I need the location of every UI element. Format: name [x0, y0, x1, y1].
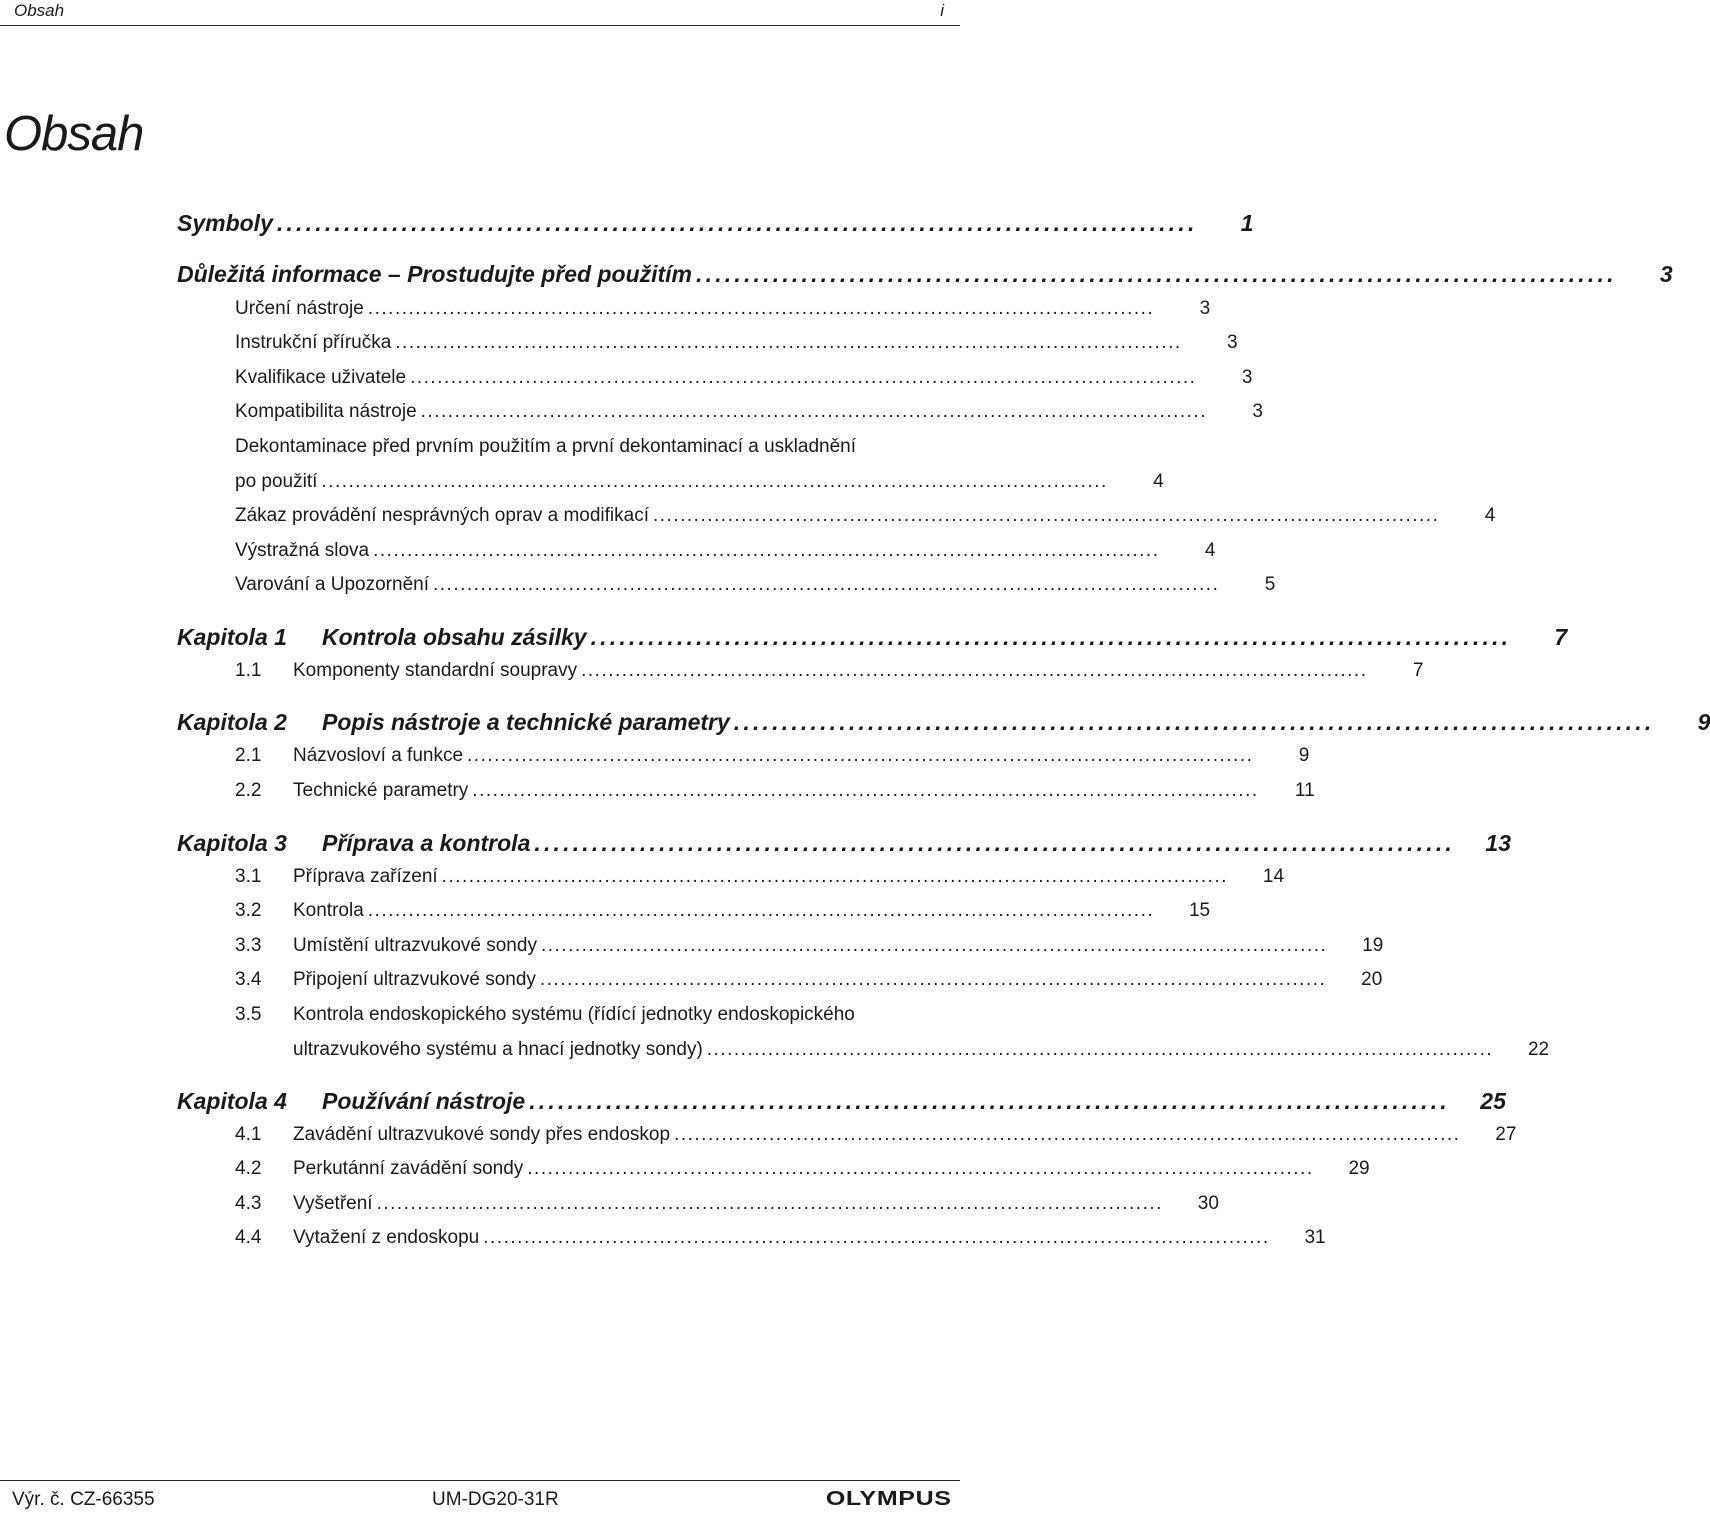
toc-item: [235, 1225, 479, 1251]
toc-label: Názvosloví a funkce: [293, 745, 464, 766]
toc-label: Důležitá informace – Prostudujte před použitím: [177, 261, 693, 287]
toc-page: 3: [1227, 332, 1238, 353]
toc-label: Kontrola obsahu zásilky: [322, 624, 587, 650]
leader-dots: ....................................................................................................................: [539, 969, 1327, 990]
section-number: 3.1: [235, 866, 262, 887]
toc-label: Instrukční příručka: [235, 332, 392, 353]
leader-dots: ....................................................................................................................: [395, 332, 1182, 353]
toc-entry[interactable]: [235, 1191, 1219, 1217]
leader-dots: ....................................................................................................................: [441, 866, 1229, 887]
leader-dots: ................................................................................................: [590, 624, 1512, 650]
toc-entry[interactable]: [235, 503, 1496, 529]
leader-dots: ....................................................................................................................: [527, 1158, 1314, 1179]
section-number: 1.1: [235, 660, 262, 681]
toc-label: Kontrola endoskopického systému (řídící jednotky endoskopického: [293, 1004, 855, 1025]
toc-chapter-heading: [177, 828, 530, 858]
toc-entry[interactable]: [235, 933, 1384, 959]
leader-dots: ....................................................................................................................: [373, 540, 1160, 561]
toc-label: Příprava zařízení: [293, 866, 438, 887]
page-footer: [0, 1480, 960, 1516]
leader-dots: ....................................................................................................................: [540, 935, 1328, 956]
toc-page: 11: [1294, 780, 1315, 801]
toc-entry[interactable]: [235, 330, 1238, 356]
toc-page: 9: [1298, 745, 1310, 766]
section-number: 2.2: [235, 780, 262, 801]
leader-dots: ....................................................................................................................: [581, 660, 1368, 681]
toc-entry[interactable]: [235, 1225, 1326, 1251]
toc-page: 20: [1361, 969, 1383, 990]
toc-label: ultrazvukového systému a hnací jednotky sondy): [293, 1039, 703, 1060]
toc-page: 31: [1304, 1227, 1326, 1248]
toc-page: 4: [1484, 505, 1496, 526]
leader-dots: ................................................................................................: [733, 709, 1655, 735]
toc-page: 29: [1348, 1158, 1370, 1179]
toc-entry[interactable]: [235, 538, 1216, 564]
leader-dots: ....................................................................................................................: [653, 505, 1440, 526]
toc-page: 7: [1412, 660, 1424, 681]
leader-dots: ....................................................................................................................: [376, 1193, 1163, 1214]
toc-page: 22: [1527, 1039, 1550, 1060]
chapter-number: Kapitola 1: [177, 624, 287, 650]
toc-entry[interactable]: [235, 743, 1310, 769]
part-number: Výr. č. CZ-66355: [12, 1489, 155, 1510]
toc-label: Výstražná slova: [235, 540, 370, 561]
toc-label: Symboly: [177, 210, 273, 236]
toc-item: [235, 1156, 523, 1182]
toc-page: 4: [1204, 540, 1216, 561]
toc-page: 3: [1199, 298, 1211, 319]
toc-entry-chapter-4[interactable]: [177, 1086, 1506, 1116]
toc-label: Příprava a kontrola: [322, 830, 531, 856]
toc-label: Používání nástroje: [322, 1088, 526, 1114]
leader-dots: ....................................................................................................................: [706, 1039, 1494, 1060]
toc-page: 19: [1362, 935, 1384, 956]
leader-dots: ................................................................................................: [276, 210, 1198, 236]
toc-label: Kontrola: [293, 900, 364, 921]
toc-label: Kompatibilita nástroje: [235, 401, 417, 422]
toc-item: [235, 743, 463, 769]
toc-page: 3: [1241, 367, 1253, 388]
toc-entry[interactable]: [235, 967, 1383, 993]
page-title: Obsah: [4, 107, 144, 161]
toc-item: [235, 898, 364, 924]
chapter-number: Kapitola 2: [177, 709, 287, 735]
toc-page: 14: [1262, 866, 1285, 887]
section-number: 3.3: [235, 935, 262, 956]
toc-label: Vyšetření: [293, 1193, 373, 1214]
running-header-title: Obsah: [14, 1, 65, 20]
section-number: 4.3: [235, 1193, 262, 1214]
toc-entry-line1[interactable]: [235, 1002, 855, 1028]
leader-dots: ................................................................................................: [529, 1088, 1450, 1114]
document-code: UM-DG20-31R: [432, 1489, 559, 1510]
toc-page: 4: [1153, 471, 1164, 492]
leader-dots: ....................................................................................................................: [472, 780, 1259, 801]
toc-page: 3: [1659, 261, 1673, 287]
toc-chapter-heading: [177, 1086, 525, 1116]
leader-dots: ....................................................................................................................: [367, 298, 1155, 319]
leader-dots: ....................................................................................................................: [467, 745, 1254, 766]
section-number: 3.5: [235, 1004, 262, 1025]
toc-entry[interactable]: [293, 1037, 1550, 1063]
toc-label: Zákaz provádění nesprávných oprav a modifikací: [235, 505, 649, 526]
toc-label: Kvalifikace uživatele: [235, 367, 407, 388]
toc-entry[interactable]: [235, 778, 1315, 804]
toc-page: 3: [1252, 401, 1263, 422]
toc-page: 13: [1485, 830, 1512, 856]
toc-chapter-heading: [177, 707, 730, 737]
toc-entry[interactable]: [235, 864, 1285, 890]
toc-label: Připojení ultrazvukové sondy: [293, 969, 536, 990]
toc-label: Určení nástroje: [235, 298, 364, 319]
toc-item: [235, 778, 468, 804]
toc-page: 25: [1480, 1088, 1506, 1114]
toc-item: [235, 658, 577, 684]
section-number: 4.2: [235, 1158, 262, 1179]
toc-entry[interactable]: [235, 1122, 1517, 1148]
toc-entry[interactable]: [235, 898, 1211, 924]
toc-label: Varování a Upozornění: [235, 574, 429, 595]
leader-dots: ....................................................................................................................: [420, 401, 1207, 422]
leader-dots: ....................................................................................................................: [433, 574, 1220, 595]
header-rule: [0, 25, 960, 26]
toc-entry[interactable]: [235, 469, 1164, 495]
section-number: 4.4: [235, 1227, 262, 1248]
section-number: 3.2: [235, 900, 262, 921]
toc-entry[interactable]: [235, 658, 1424, 684]
toc-page: 15: [1188, 900, 1211, 921]
toc-item: [235, 1122, 670, 1148]
leader-dots: ....................................................................................................................: [367, 900, 1155, 921]
toc-label: Umístění ultrazvukové sondy: [293, 935, 537, 956]
toc-page: 5: [1264, 574, 1276, 595]
toc-entry[interactable]: [235, 572, 1276, 598]
toc-label: Perkutánní zavádění sondy: [293, 1158, 524, 1179]
leader-dots: ................................................................................................: [696, 261, 1617, 287]
toc-entry[interactable]: [235, 1156, 1370, 1182]
toc-entry-chapter-3[interactable]: [177, 828, 1512, 858]
toc-entry[interactable]: [235, 296, 1211, 322]
toc-label: po použití: [235, 471, 318, 492]
toc-label: Technické parametry: [293, 780, 469, 801]
toc-label: Zavádění ultrazvukové sondy přes endoskop: [293, 1124, 671, 1145]
toc-page: 7: [1554, 624, 1568, 650]
toc-item: [235, 933, 537, 959]
toc-entry-line1[interactable]: Dekontaminace před prvním použitím a první dekontaminací a uskladnění: [235, 436, 856, 457]
toc-entry-chapter-2[interactable]: [177, 707, 1710, 737]
toc-chapter-heading: [177, 622, 587, 652]
toc-entry-dulezita-informace[interactable]: [177, 259, 1673, 289]
leader-dots: ................................................................................................: [534, 830, 1456, 856]
toc-item: [235, 864, 438, 890]
toc-entry[interactable]: [235, 399, 1263, 425]
section-number: 3.4: [235, 969, 262, 990]
leader-dots: ....................................................................................................................: [674, 1124, 1461, 1145]
toc-entry-chapter-1[interactable]: [177, 622, 1568, 652]
toc-page: 9: [1697, 709, 1710, 735]
footer-rule: [0, 1480, 960, 1481]
toc-label: Vytažení z endoskopu: [293, 1227, 480, 1248]
toc-item: [235, 1191, 373, 1217]
toc-page: 30: [1197, 1193, 1219, 1214]
chapter-number: Kapitola 3: [177, 830, 287, 856]
leader-dots: ....................................................................................................................: [321, 471, 1108, 492]
toc-label: Popis nástroje a technické parametry: [322, 709, 730, 735]
leader-dots: ....................................................................................................................: [483, 1227, 1270, 1248]
page-header: [0, 0, 960, 26]
toc-page: 1: [1240, 210, 1254, 236]
section-number: 4.1: [235, 1124, 262, 1145]
toc-label: Komponenty standardní soupravy: [293, 660, 578, 681]
leader-dots: ....................................................................................................................: [410, 367, 1197, 388]
toc-page: 27: [1495, 1124, 1517, 1145]
toc-item: [235, 967, 536, 993]
olympus-logo: OLYMPUS: [826, 1488, 952, 1510]
section-number: 2.1: [235, 745, 262, 766]
toc-entry[interactable]: [235, 365, 1253, 391]
toc-entry-symboly[interactable]: [177, 208, 1254, 238]
running-header-page: i: [940, 1, 944, 20]
chapter-number: Kapitola 4: [177, 1088, 287, 1114]
